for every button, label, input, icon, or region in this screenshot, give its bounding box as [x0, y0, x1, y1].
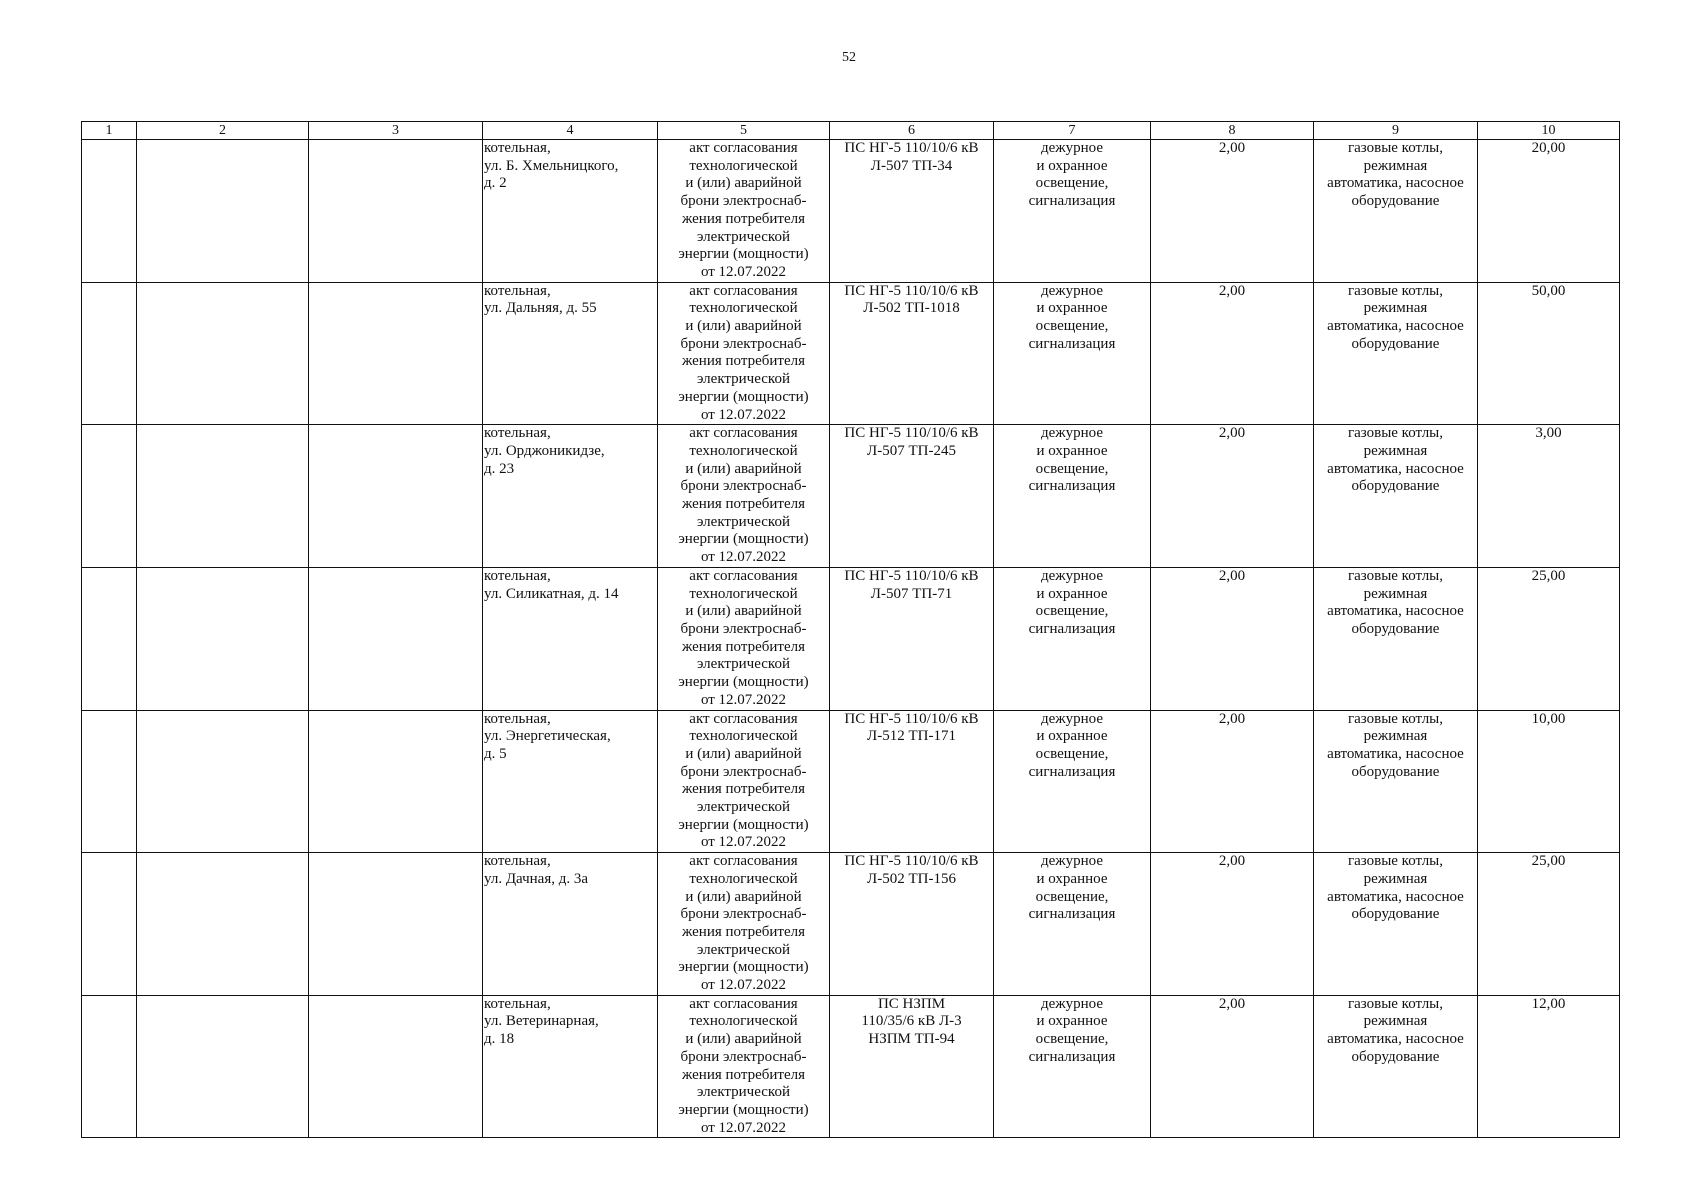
cell-loads: дежурное и охранное освещение, сигнализация [994, 425, 1151, 568]
cell-equipment: газовые котлы, режимная автоматика, насосное оборудование [1314, 567, 1478, 710]
cell-object: котельная, ул. Дачная, д. 3а [483, 853, 658, 996]
cell-col3 [309, 282, 483, 425]
column-number: 3 [309, 122, 483, 140]
cell-col2 [137, 710, 309, 853]
column-number: 2 [137, 122, 309, 140]
cell-col1 [82, 995, 137, 1138]
cell-loads: дежурное и охранное освещение, сигнализация [994, 140, 1151, 283]
column-number-row [82, 122, 1620, 140]
cell-value8: 2,00 [1151, 140, 1314, 283]
cell-col2 [137, 140, 309, 283]
cell-col1 [82, 425, 137, 568]
register-table [81, 121, 1620, 1138]
cell-col1 [82, 853, 137, 996]
cell-object: котельная, ул. Энергетическая, д. 5 [483, 710, 658, 853]
page-number: 52 [842, 50, 856, 65]
cell-value10: 25,00 [1478, 853, 1620, 996]
table-header [82, 122, 1620, 140]
column-number: 4 [483, 122, 658, 140]
cell-col3 [309, 425, 483, 568]
table-row [82, 425, 1620, 568]
cell-value8: 2,00 [1151, 282, 1314, 425]
cell-value10: 10,00 [1478, 710, 1620, 853]
cell-document: акт согласования технологической и (или) аварийной брони электроснаб- жения потребителя электрической энергии (мощности) от 12.07.2022 [658, 853, 830, 996]
column-number: 5 [658, 122, 830, 140]
cell-value10: 50,00 [1478, 282, 1620, 425]
cell-loads: дежурное и охранное освещение, сигнализация [994, 853, 1151, 996]
cell-col1 [82, 567, 137, 710]
cell-col1 [82, 140, 137, 283]
cell-equipment: газовые котлы, режимная автоматика, насосное оборудование [1314, 425, 1478, 568]
table-row [82, 140, 1620, 283]
column-number: 7 [994, 122, 1151, 140]
cell-supply: ПС НГ-5 110/10/6 кВ Л-507 ТП-34 [830, 140, 994, 283]
cell-equipment: газовые котлы, режимная автоматика, насосное оборудование [1314, 853, 1478, 996]
cell-col3 [309, 567, 483, 710]
cell-document: акт согласования технологической и (или) аварийной брони электроснаб- жения потребителя электрической энергии (мощности) от 12.07.2022 [658, 995, 830, 1138]
cell-col2 [137, 853, 309, 996]
column-number: 10 [1478, 122, 1620, 140]
cell-supply: ПС НГ-5 110/10/6 кВ Л-512 ТП-171 [830, 710, 994, 853]
table-row [82, 995, 1620, 1138]
cell-loads: дежурное и охранное освещение, сигнализация [994, 995, 1151, 1138]
cell-supply: ПС НГ-5 110/10/6 кВ Л-507 ТП-245 [830, 425, 994, 568]
table-body [82, 140, 1620, 1138]
cell-document: акт согласования технологической и (или) аварийной брони электроснаб- жения потребителя электрической энергии (мощности) от 12.07.2022 [658, 282, 830, 425]
cell-object: котельная, ул. Дальняя, д. 55 [483, 282, 658, 425]
cell-supply: ПС НЗПМ 110/35/6 кВ Л-3 НЗПМ ТП-94 [830, 995, 994, 1138]
cell-value8: 2,00 [1151, 710, 1314, 853]
cell-col2 [137, 282, 309, 425]
cell-col1 [82, 710, 137, 853]
cell-loads: дежурное и охранное освещение, сигнализация [994, 567, 1151, 710]
cell-supply: ПС НГ-5 110/10/6 кВ Л-507 ТП-71 [830, 567, 994, 710]
cell-loads: дежурное и охранное освещение, сигнализация [994, 710, 1151, 853]
cell-value8: 2,00 [1151, 995, 1314, 1138]
table-row [82, 567, 1620, 710]
cell-document: акт согласования технологической и (или) аварийной брони электроснаб- жения потребителя электрической энергии (мощности) от 12.07.2022 [658, 710, 830, 853]
cell-object: котельная, ул. Орджоникидзе, д. 23 [483, 425, 658, 568]
column-number: 9 [1314, 122, 1478, 140]
column-number: 1 [82, 122, 137, 140]
cell-document: акт согласования технологической и (или) аварийной брони электроснаб- жения потребителя электрической энергии (мощности) от 12.07.2022 [658, 140, 830, 283]
cell-object: котельная, ул. Б. Хмельницкого, д. 2 [483, 140, 658, 283]
cell-document: акт согласования технологической и (или) аварийной брони электроснаб- жения потребителя электрической энергии (мощности) от 12.07.2022 [658, 567, 830, 710]
column-number: 8 [1151, 122, 1314, 140]
cell-equipment: газовые котлы, режимная автоматика, насосное оборудование [1314, 995, 1478, 1138]
cell-value10: 25,00 [1478, 567, 1620, 710]
cell-col2 [137, 995, 309, 1138]
table-row [82, 853, 1620, 996]
cell-document: акт согласования технологической и (или) аварийной брони электроснаб- жения потребителя электрической энергии (мощности) от 12.07.2022 [658, 425, 830, 568]
cell-col3 [309, 853, 483, 996]
cell-col3 [309, 995, 483, 1138]
cell-value8: 2,00 [1151, 425, 1314, 568]
cell-value8: 2,00 [1151, 567, 1314, 710]
cell-value10: 12,00 [1478, 995, 1620, 1138]
cell-equipment: газовые котлы, режимная автоматика, насосное оборудование [1314, 710, 1478, 853]
cell-object: котельная, ул. Ветеринарная, д. 18 [483, 995, 658, 1138]
cell-equipment: газовые котлы, режимная автоматика, насосное оборудование [1314, 282, 1478, 425]
cell-object: котельная, ул. Силикатная, д. 14 [483, 567, 658, 710]
cell-col2 [137, 567, 309, 710]
table-row [82, 282, 1620, 425]
cell-col3 [309, 140, 483, 283]
cell-value10: 3,00 [1478, 425, 1620, 568]
cell-equipment: газовые котлы, режимная автоматика, насосное оборудование [1314, 140, 1478, 283]
cell-value8: 2,00 [1151, 853, 1314, 996]
table-row [82, 710, 1620, 853]
column-number: 6 [830, 122, 994, 140]
cell-loads: дежурное и охранное освещение, сигнализация [994, 282, 1151, 425]
cell-supply: ПС НГ-5 110/10/6 кВ Л-502 ТП-156 [830, 853, 994, 996]
cell-supply: ПС НГ-5 110/10/6 кВ Л-502 ТП-1018 [830, 282, 994, 425]
cell-col2 [137, 425, 309, 568]
cell-col3 [309, 710, 483, 853]
cell-value10: 20,00 [1478, 140, 1620, 283]
cell-col1 [82, 282, 137, 425]
